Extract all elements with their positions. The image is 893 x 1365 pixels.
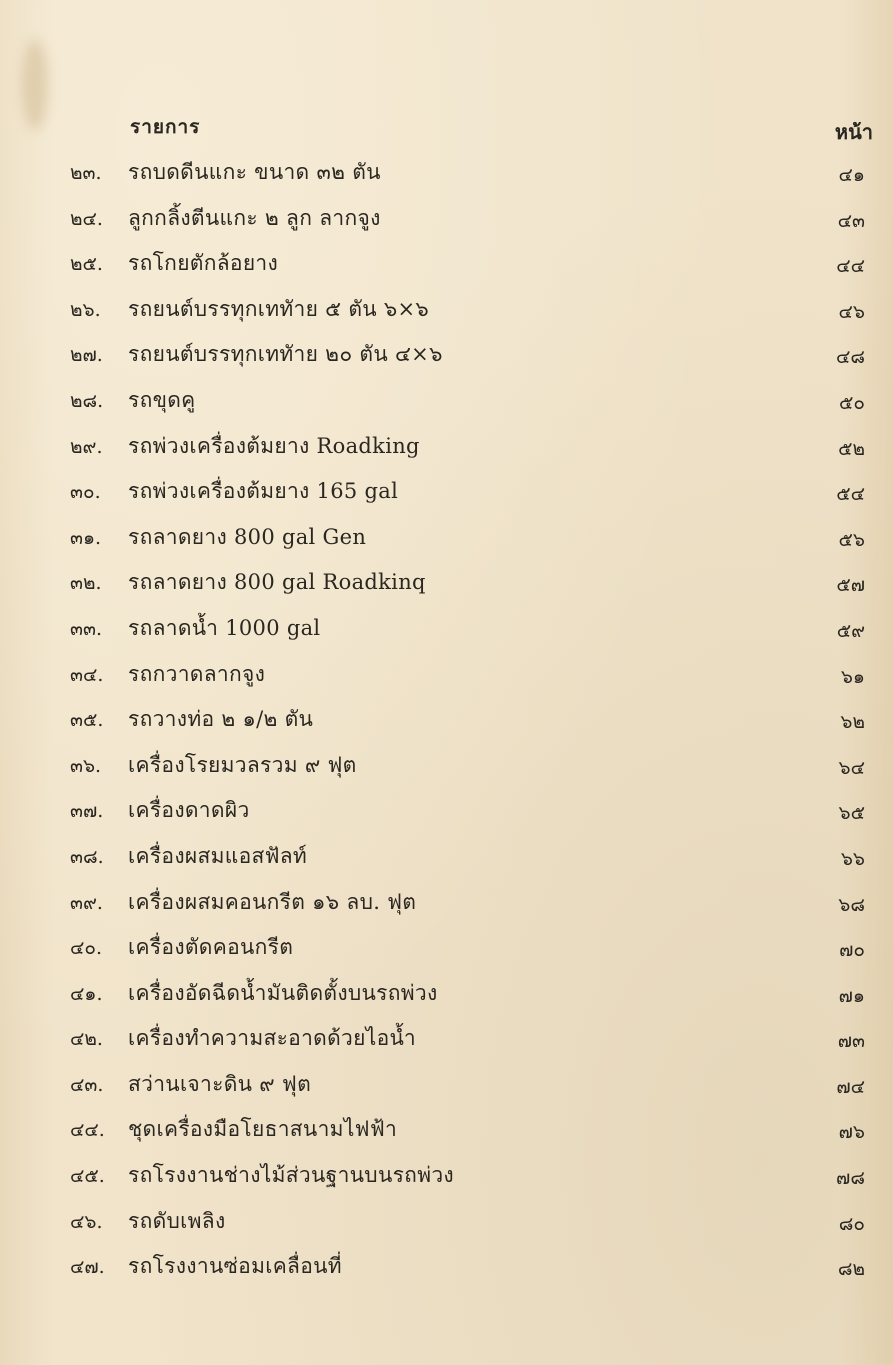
entry-number: ๒๘. xyxy=(70,389,104,412)
entry-title: รถยนต์บรรทุกเททัาย ๒๐ ตัน ๔×๖ xyxy=(128,342,443,367)
toc-entry xyxy=(0,380,893,426)
entry-title: รถพ่วงเครื่องต้มยาง 165 gal xyxy=(128,479,399,504)
entry-number: ๓๓. xyxy=(70,617,103,640)
toc-entry xyxy=(0,152,893,198)
entry-page: ๘๒ xyxy=(837,1258,865,1281)
entry-title: รถบดดีนแกะ ขนาด ๓๒ ตัน xyxy=(128,160,381,184)
entry-title: เครื่องโรยมวลรวม ๙ ฟุต xyxy=(128,752,357,777)
entry-title: รถยนต์บรรทุกเททัาย ๕ ตัน ๖×๖ xyxy=(128,296,430,321)
toc-entry xyxy=(0,654,893,700)
entry-number: ๓๖. xyxy=(70,754,102,777)
table-of-contents xyxy=(0,152,893,1292)
entry-number: ๒๗. xyxy=(70,344,103,367)
entry-title: รถโรงงานช่างไม้ส่วนฐานบนรถพ่วง xyxy=(128,1163,454,1188)
entry-title: รถดับเพลิง xyxy=(128,1208,226,1233)
entry-title: รถกวาดลากจูง xyxy=(128,661,266,686)
entry-number: ๔๕. xyxy=(70,1165,105,1188)
entry-page: ๖๘ xyxy=(838,893,865,916)
page-column-heading: หน้า xyxy=(834,120,873,144)
entry-title: รถลาดยาง 800 gal Roadkinq xyxy=(128,570,426,595)
entry-page: ๖๒ xyxy=(840,711,865,734)
entry-page: ๗๖ xyxy=(838,1121,865,1144)
entry-number: ๔๔. xyxy=(70,1119,105,1142)
entry-number: ๒๔. xyxy=(70,207,103,230)
toc-entry xyxy=(0,790,893,836)
toc-entry xyxy=(0,927,893,973)
entry-title: รถวางท่อ ๒ ๑/๒ ตัน xyxy=(128,707,314,732)
entry-number: ๔๗. xyxy=(70,1256,105,1279)
entry-page: ๔๑ xyxy=(838,164,865,186)
entry-title: รถโรงงานซ่อมเคลื่อนที่ xyxy=(128,1254,342,1279)
entry-page: ๖๔ xyxy=(838,756,865,779)
toc-entry xyxy=(0,517,893,563)
item-column-heading: รายการ xyxy=(130,116,201,138)
entry-page: ๖๖ xyxy=(840,847,865,870)
entry-title: ลูกกลิ้งตีนแกะ ๒ ลูก ลากจูง xyxy=(128,205,381,230)
entry-page: ๔๔ xyxy=(836,255,865,278)
entry-number: ๓๙. xyxy=(70,891,103,914)
entry-page: ๘๐ xyxy=(838,1212,865,1235)
entry-title: รถพ่วงเครื่องต้มยาง Roadking xyxy=(128,433,420,458)
entry-page: ๗๘ xyxy=(836,1167,865,1190)
toc-entry xyxy=(0,1064,893,1110)
entry-number: ๓๘. xyxy=(70,845,104,868)
toc-entry xyxy=(0,1201,893,1247)
entry-number: ๓๐. xyxy=(70,481,101,504)
entry-title: เครื่องตัดคอนกรีต xyxy=(128,935,294,960)
entry-title: รถโกยตักล้อยาง xyxy=(128,251,279,276)
entry-page: ๗๐ xyxy=(839,939,865,962)
toc-entry xyxy=(0,1109,893,1155)
entry-title: ชุดเครื่องมือโยธาสนามไฟฟ้า xyxy=(128,1117,398,1142)
entry-page: ๖๑ xyxy=(840,665,865,688)
entry-number: ๒๖. xyxy=(70,298,101,321)
entry-title: เครื่องทำความสะอาดด้วยไอน้ำ xyxy=(128,1026,416,1051)
entry-page: ๕๐ xyxy=(839,391,865,414)
entry-title: รถลาดน้ำ 1000 gal xyxy=(128,615,321,640)
entry-title: เครื่องอัดฉีดน้ำมันติดตั้งบนรถพ่วง xyxy=(128,980,438,1005)
entry-title: เครื่องผสมแอสฟัลท์ xyxy=(128,843,308,868)
toc-entry xyxy=(0,1018,893,1064)
entry-page: ๖๕ xyxy=(838,802,865,825)
entry-number: ๓๑. xyxy=(70,526,102,549)
entry-page: ๕๔ xyxy=(836,483,865,506)
toc-entry xyxy=(0,745,893,791)
toc-entry xyxy=(0,1246,893,1292)
entry-number: ๓๗. xyxy=(70,800,104,823)
toc-entry xyxy=(0,836,893,882)
toc-entry xyxy=(0,471,893,517)
entry-number: ๒๕. xyxy=(70,253,103,276)
entry-title: สว่านเจาะดิน ๙ ฟุต xyxy=(128,1071,312,1096)
toc-entry xyxy=(0,1155,893,1201)
toc-entry xyxy=(0,973,893,1019)
toc-entry xyxy=(0,608,893,654)
toc-entry xyxy=(0,289,893,335)
toc-entry xyxy=(0,198,893,244)
toc-entry xyxy=(0,334,893,380)
entry-page: ๕๖ xyxy=(838,528,865,551)
entry-title: รถลาดยาง 800 gal Gen xyxy=(128,524,367,549)
entry-number: ๔๐. xyxy=(70,937,103,960)
entry-number: ๒๙. xyxy=(70,435,103,458)
entry-number: ๔๓. xyxy=(70,1073,104,1096)
entry-page: ๗๓ xyxy=(837,1030,865,1053)
entry-page: ๔๖ xyxy=(838,300,865,323)
toc-entry xyxy=(0,243,893,289)
entry-number: ๔๖. xyxy=(70,1210,103,1233)
entry-number: ๔๑. xyxy=(70,982,103,1005)
entry-page: ๕๙ xyxy=(836,619,865,642)
entry-number: ๓๒. xyxy=(70,572,102,595)
entry-page: ๕๗ xyxy=(836,574,865,597)
entry-number: ๓๕. xyxy=(70,709,104,732)
entry-title: เครื่องผสมคอนกรีต ๑๖ ลบ. ฟุต xyxy=(128,889,417,914)
entry-page: ๗๔ xyxy=(836,1075,865,1098)
entry-page: ๕๒ xyxy=(838,437,865,460)
entry-page: ๔๓ xyxy=(837,209,865,232)
entry-page: ๗๑ xyxy=(838,984,865,1007)
toc-entry xyxy=(0,562,893,608)
entry-number: ๔๒. xyxy=(70,1028,103,1051)
toc-header xyxy=(0,112,893,142)
entry-page: ๔๘ xyxy=(835,346,865,369)
toc-entry xyxy=(0,699,893,745)
entry-number: ๒๓. xyxy=(70,162,102,184)
toc-entry xyxy=(0,882,893,928)
entry-title: เครื่องดาดผิว xyxy=(128,798,250,823)
toc-entry xyxy=(0,426,893,472)
entry-number: ๓๔. xyxy=(70,663,104,686)
entry-title: รถขุดคู xyxy=(128,387,196,412)
